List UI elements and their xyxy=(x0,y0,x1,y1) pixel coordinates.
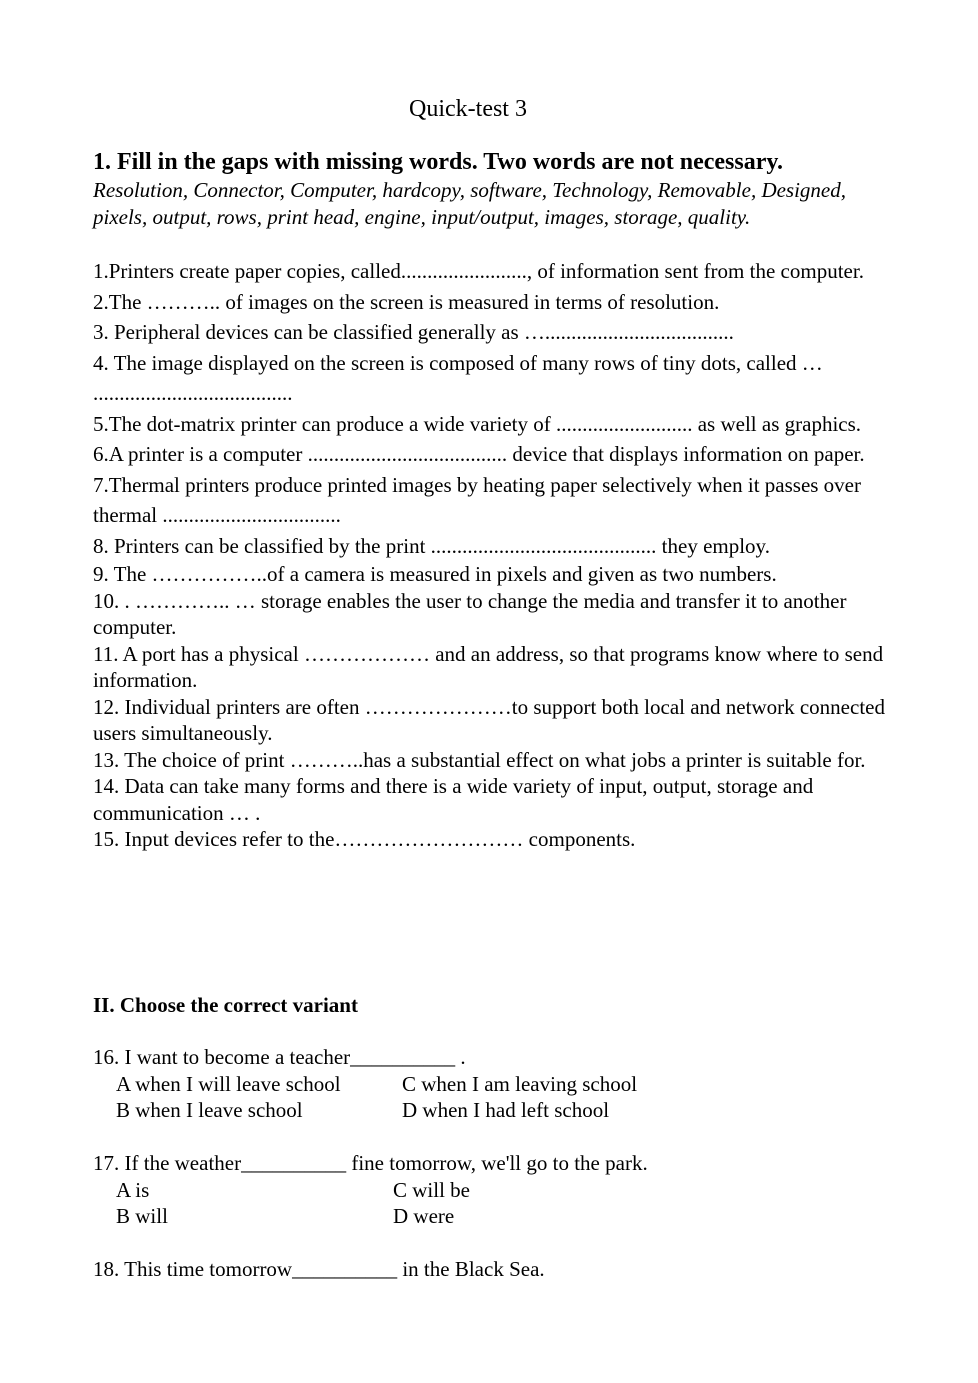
question-stem: 16. I want to become a teacher__________ . xyxy=(93,1045,466,1069)
page-title: Quick-test 3 xyxy=(409,96,527,122)
question-3: 3. Peripheral devices can be classified generally as ….................................... xyxy=(93,320,734,344)
question-11: 11. A port has a physical ……………… and an address, so that programs know where to send information. xyxy=(93,641,884,692)
question-1: 1.Printers create paper copies, called........................, of information sent from the computer. xyxy=(93,259,864,283)
answer-options xyxy=(116,1071,893,1124)
question-stem: 18. This time tomorrow__________ in the Black Sea. xyxy=(93,1257,545,1281)
question-7: 7.Thermal printers produce printed images by heating paper selectively when it passes over thermal .................................. xyxy=(93,472,861,527)
option-c: C when I am leaving school xyxy=(402,1071,638,1096)
mcq-question-16 xyxy=(93,1044,893,1124)
section-1-heading: 1. Fill in the gaps with missing words. Two words are not necessary. xyxy=(93,149,784,175)
question-13: 13. The choice of print ………..has a substantial effect on what jobs a printer is suitable for. xyxy=(93,747,866,772)
option-b: B when I leave school xyxy=(116,1098,303,1122)
option-d: D were xyxy=(393,1204,455,1228)
section-2-heading: II. Choose the correct variant xyxy=(93,993,358,1017)
answer-options xyxy=(116,1177,893,1230)
option-d: D when I had left school xyxy=(402,1098,610,1122)
question-4: 4. The image displayed on the screen is composed of many rows of tiny dots, called … ...................................... xyxy=(93,350,823,405)
question-15: 15. Input devices refer to the……………………… components. xyxy=(93,827,636,851)
question-10: 10. . ………….. … storage enables the user to change the media and transfer it to another computer. xyxy=(93,588,847,639)
mcq-question-17 xyxy=(93,1150,893,1230)
option-a: A is xyxy=(116,1177,150,1202)
question-8: 8. Printers can be classified by the print ........................................... they employ. xyxy=(93,533,770,558)
question-5: 5.The dot-matrix printer can produce a wide variety of .......................... as well as graphics. xyxy=(93,411,862,436)
question-2: 2.The ……….. of images on the screen is measured in terms of resolution. xyxy=(93,289,720,314)
question-12: 12. Individual printers are often …………………to support both local and network connected users simultaneously. xyxy=(93,694,885,745)
question-stem: 17. If the weather__________ fine tomorrow, we'll go to the park. xyxy=(93,1151,648,1175)
question-14: 14. Data can take many forms and there is a wide variety of input, output, storage and communication … . xyxy=(93,774,814,825)
word-bank: Resolution, Connector, Computer, hardcopy, software, Technology, Removable, Designed, pixels, output, rows, print head, engine, input/output, images, storage, quality. xyxy=(93,178,847,229)
option-b: B will xyxy=(116,1204,168,1228)
mcq-question-18 xyxy=(93,1256,893,1283)
gap-fill-question-list xyxy=(93,256,893,853)
option-a: A when I will leave school xyxy=(116,1071,341,1096)
question-6: 6.A printer is a computer ...................................... device that displays information on paper. xyxy=(93,442,865,466)
option-c: C will be xyxy=(393,1177,470,1202)
question-9: 9. The ……………..of a camera is measured in pixels and given as two numbers. xyxy=(93,562,777,586)
